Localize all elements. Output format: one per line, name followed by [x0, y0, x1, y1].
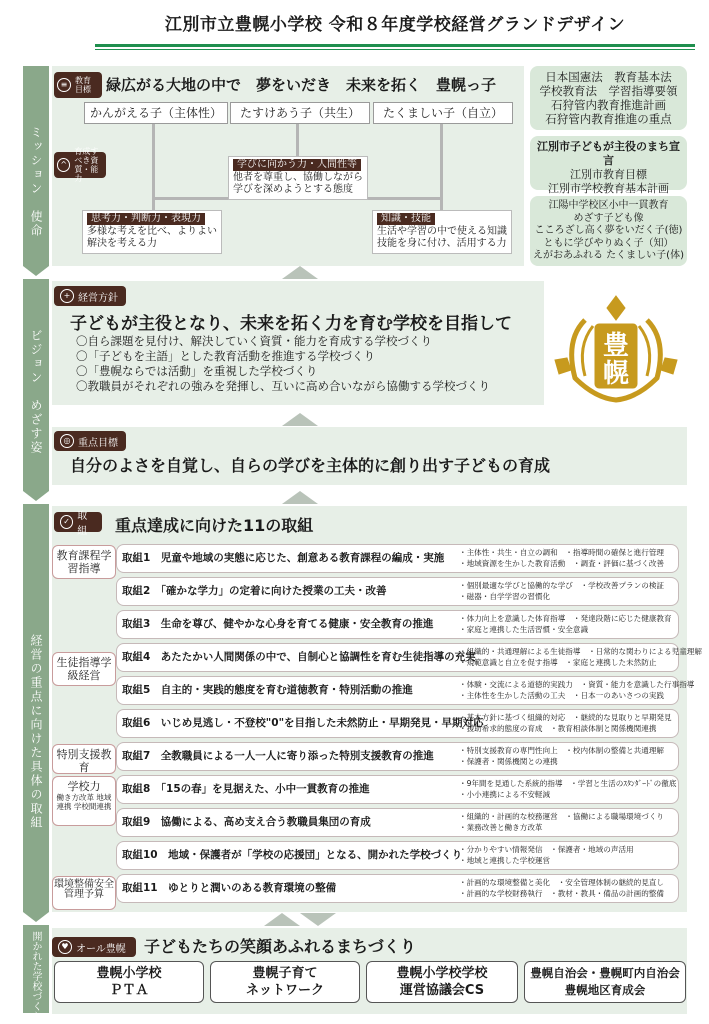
measure-3-title: 取組3 生命を尊び、健やかな心身を育てる健康・安全教育の推進	[122, 618, 434, 630]
arrow-down-4	[300, 913, 336, 926]
vision-item-4: 〇教職員がそれぞれの強みを発揮し、互いに高め合いながら協働する学校づくり	[76, 379, 490, 393]
measure-row-8	[116, 775, 679, 804]
measure-8-note	[459, 778, 677, 800]
measure-11-title: 取組11 ゆとりと潤いのある教育環境の整備	[122, 882, 337, 894]
measure-6-title: 取組6 いじめ見逃し・不登校"0"を目指した未然防止・早期発見・早期対応	[122, 717, 484, 729]
measure-row-5	[116, 676, 695, 705]
measure-6-note	[459, 712, 677, 734]
measure-row-2	[116, 577, 679, 606]
org-neighborhood-line1: 豊幌自治会・豊幌町内自治会	[530, 966, 680, 980]
school-emblem	[545, 290, 687, 410]
skill-center-head: 学びに向かう力・人間性等	[233, 159, 361, 171]
band-mission-arrow	[23, 266, 49, 276]
measure-3-note-1: ・体力向上を意識した体育指導 ・発達段階に応じた健康教育	[459, 614, 672, 623]
measure-row-3	[116, 610, 679, 639]
grid-line-v2	[296, 124, 299, 158]
heart-icon: ♥	[58, 940, 72, 954]
measure-5-note	[459, 679, 695, 701]
vision-item-3: 〇「豊幌ならでは活動」を重視した学校づくり	[76, 364, 318, 378]
arrow-up-4	[264, 913, 300, 926]
side-laws-1: 日本国憲法 教育基本法	[545, 70, 672, 84]
measures-tag	[54, 511, 102, 537]
measure-row-4	[116, 643, 702, 672]
measure-11-note	[459, 877, 677, 899]
vision-tag-label: 経営方針	[78, 292, 118, 304]
measure-3-note-2: ・家庭と連携した生活習慣・安全意識	[459, 625, 589, 634]
category-curriculum	[52, 545, 116, 579]
band-vision	[23, 279, 49, 491]
category-environment-label: 環境整備安全管理予算	[54, 879, 114, 900]
measure-row-9	[116, 808, 679, 837]
band-open-label: 開かれた学校づくり	[30, 931, 41, 1021]
mission-title: 緑広がる大地の中で 夢をいだき 未来を拓く 豊幌っ子	[106, 76, 497, 94]
band-specific	[23, 504, 49, 912]
measure-7-note-1: ・特別支援教育の専門性向上 ・校内体制の整備と共通理解	[459, 746, 665, 755]
measure-6-note-2: ・援助希求的態度の育成 ・教育相談体制と関係機関連携	[459, 724, 657, 733]
measure-6-note-1: ・基本方針に基づく組織的対応 ・継続的な見取りと早期発見	[459, 713, 672, 722]
arrow-up-2	[282, 413, 318, 426]
focus-tag	[54, 431, 126, 451]
title-underline-thin	[95, 49, 695, 50]
measure-11-note-1: ・計画的な環境整備と美化 ・安全管理体制の継続的見直し	[459, 878, 665, 887]
band-vision-label: ビジョン めざす姿	[29, 329, 43, 455]
skills-tag-label: 育成すべき資質・能力	[74, 147, 99, 183]
title-underline	[95, 44, 695, 47]
measure-7-note	[459, 745, 677, 767]
measure-10-note	[459, 844, 677, 866]
measure-4-title: 取組4 あたたかい人間関係の中で、自制心と協調性を育む生徒指導の充実	[122, 651, 476, 663]
side-district-4: えがおあふれる たくましい子(体)	[533, 250, 684, 261]
band-open	[23, 925, 49, 1021]
skill-right-head: 知識・技能	[377, 213, 435, 225]
side-city-head: 江別市子どもが主役のまち宣言	[537, 140, 680, 167]
measure-row-6	[116, 709, 679, 738]
focus-tag-label: 重点目標	[78, 437, 118, 449]
measure-10-title: 取組10 地域・保護者が「学校の応援団」となる、開かれた学校づくり	[122, 849, 463, 861]
band-mission-label: ミッション 使命	[29, 126, 43, 238]
skills-tag	[54, 147, 106, 183]
vision-title: 子どもが主役となり、未来を拓く力を育む学校を目指して	[70, 314, 512, 334]
graduation-icon: ^	[57, 158, 70, 172]
category-guidance	[52, 652, 116, 686]
measure-2-note-1: ・個別最適な学びと協働的な学び ・学校改善プランの検証	[459, 581, 665, 590]
mission-tag	[54, 72, 102, 98]
measure-5-title: 取組5 自主的・実践的態度を育む道徳教育・特別活動の推進	[122, 684, 413, 696]
measure-1-note	[459, 547, 677, 569]
side-district-2: こころざし高く夢をいだく子(徳)	[534, 225, 683, 236]
measure-9-note-1: ・組織的・計画的な校務運営 ・協働による職場環境づくり	[459, 812, 665, 821]
measure-7-title: 取組7 全教職員による一人一人に寄り添った特別支援教育の推進	[122, 750, 434, 762]
measures-title: 重点達成に向けた11の取組	[115, 516, 314, 535]
community-tag-label: オール豊幌	[76, 943, 126, 955]
org-cs-line1: 豊幌小学校学校	[396, 966, 488, 981]
side-box-laws	[530, 66, 687, 130]
measure-1-note-1: ・主体性・共生・自立の調和 ・指導時間の確保と進行管理	[459, 548, 665, 557]
side-district-1: めざす子ども像	[573, 212, 644, 224]
arrow-up-1	[282, 266, 318, 279]
measure-8-note-1: ・9年間を見通した系統的指導 ・学習と生活のｽﾀﾝﾀﾞｰﾄﾞの徹底	[459, 779, 677, 788]
measure-9-note	[459, 811, 677, 833]
skill-left-head: 思考力・判断力・表現力	[87, 213, 205, 225]
side-district-head: 江陽中学校区小中一貫教育	[548, 200, 669, 211]
band-mission	[23, 66, 49, 266]
target-icon: ◎	[60, 434, 74, 448]
category-curriculum-label: 教育課程学習指導	[56, 549, 112, 575]
thumbs-up-icon: ✓	[60, 515, 73, 529]
skill-right	[372, 210, 512, 254]
org-pta-line2: ＰＴＡ	[109, 983, 149, 998]
arrow-up-3	[282, 491, 318, 504]
org-childcare-line1: 豊幌子育て	[252, 966, 318, 981]
measure-10-note-1: ・分かりやすい情報発信 ・保護者・地域の声活用	[459, 845, 634, 854]
skill-left	[82, 210, 222, 254]
measure-4-note	[459, 646, 702, 668]
skill-center	[228, 156, 368, 200]
category-environment	[52, 876, 116, 910]
mission-tag-label: 教育目標	[75, 76, 91, 94]
measure-4-note-2: ・規範意識と自立を促す指導 ・家庭と連携した未然防止	[459, 658, 657, 667]
measure-row-11	[116, 874, 679, 903]
measure-row-1	[116, 544, 679, 573]
org-childcare-line2: ネットワーク	[245, 983, 324, 998]
band-vision-arrow	[23, 491, 49, 501]
measure-row-7	[116, 742, 679, 771]
measure-4-note-1: ・組織的・共通理解による生徒指導 ・日常的な関わりによる児童理解	[459, 647, 702, 656]
emblem-char-1: 豊	[602, 331, 630, 361]
side-laws-4: 石狩管内教育推進の重点	[545, 112, 672, 126]
side-city-2: 江別市学校教育基本計画	[548, 182, 669, 195]
measure-1-note-2: ・地域資源を生かした教育活動 ・調査・評価に基づく改善	[459, 559, 665, 568]
side-laws-2: 学校教育法 学習指導要領	[539, 84, 678, 98]
measures-tag-label: 取組	[77, 511, 88, 537]
community-title: 子どもたちの笑顔あふれるまちづくり	[144, 937, 416, 956]
skill-right-body: 生活や学習の中で使える知識技能を身に付け、活用する力	[377, 226, 507, 249]
child-box-3: たくましい子（自立）	[373, 102, 513, 124]
measure-row-10	[116, 841, 679, 870]
org-childcare-network	[210, 961, 360, 1003]
vision-item-1: 〇自ら課題を見付け、解決していく資質・能力を育成する学校づくり	[76, 334, 433, 348]
org-cs-line2: 運営協議会CS	[399, 983, 485, 998]
side-box-school-district	[530, 196, 687, 266]
measure-1-title: 取組1 児童や地域の実態に応じた、創意ある教育課程の編成・実施	[122, 552, 445, 564]
measure-9-note-2: ・業務改善と働き方改革	[459, 823, 543, 832]
emblem-char-2: 幌	[602, 359, 630, 389]
org-neighborhood-line2: 豊幌地区育成会	[564, 983, 646, 997]
category-guidance-label: 生徒指導学級経営	[56, 656, 112, 682]
measure-3-note	[459, 613, 677, 635]
vision-tag	[54, 286, 126, 306]
measure-5-note-2: ・主体性を生かした活動の工夫 ・日本一のあいさつの実践	[459, 691, 665, 700]
side-box-city	[530, 136, 687, 195]
measure-8-title: 取組8 「15の春」を見据えた、小中一貫教育の推進	[122, 783, 370, 795]
measure-9-title: 取組9 協働による、高め支え合う教職員集団の育成	[122, 816, 371, 828]
page-title: 江別市立豊幌小学校 令和８年度学校経営グランドデザイン	[164, 15, 626, 35]
org-cs	[366, 961, 518, 1003]
band-specific-arrow	[23, 912, 49, 922]
measure-7-note-2: ・保護者・関係機関との連携	[459, 757, 558, 766]
category-school-power	[52, 776, 116, 826]
measure-2-note-2: ・磁器・自学学習の習慣化	[459, 592, 551, 601]
vision-list	[76, 334, 490, 394]
community-tag	[52, 937, 136, 957]
child-box-2: たすけあう子（共生）	[230, 102, 370, 124]
measure-11-note-2: ・計画的な学校財務執行 ・教材・教具・備品の計画的整備	[459, 889, 665, 898]
measure-5-note-1: ・体験・交流による道徳的実践力 ・資質・能力を意識した行事指導	[459, 680, 695, 689]
side-laws-3: 石狩管内教育推進計画	[551, 98, 666, 112]
measure-2-note	[459, 580, 677, 602]
skill-left-body: 多様な考えを比べ、よりよい解決を考える力	[87, 226, 217, 249]
category-school-power-sub: 働き方改革 地域連携 学校間連携	[56, 793, 112, 811]
child-box-1: かんがえる子（主体性）	[84, 102, 228, 124]
compass-icon: +	[60, 289, 74, 303]
side-city-1: 江別市教育目標	[570, 168, 647, 181]
band-specific-label: 経営の重点に向けた具体の取組	[29, 634, 43, 830]
measure-2-title: 取組2 「確かな学力」の定着に向けた授業の工夫・改善	[122, 585, 387, 597]
category-special-support	[52, 744, 116, 774]
category-school-power-label: 学校力	[67, 780, 101, 793]
side-district-3: ともに学びやりぬく子（知）	[543, 237, 674, 249]
measure-10-note-2: ・地域と連携した学校運営	[459, 856, 551, 865]
category-special-support-label: 特別支援教育	[56, 748, 112, 774]
book-icon: ≡	[57, 78, 71, 92]
measure-8-note-2: ・小小連携による不安軽減	[459, 790, 551, 799]
org-pta	[54, 961, 204, 1003]
focus-text: 自分のよさを自覚し、自らの学びを主体的に創り出す子どもの育成	[70, 456, 551, 475]
skill-center-body: 他者を尊重し、協働しながら学びを深めようとする態度	[233, 172, 363, 195]
org-neighborhood	[524, 961, 686, 1003]
org-pta-line1: 豊幌小学校	[96, 966, 162, 981]
vision-item-2: 〇「子どもを主語」とした教育活動を推進する学校づくり	[76, 349, 375, 363]
